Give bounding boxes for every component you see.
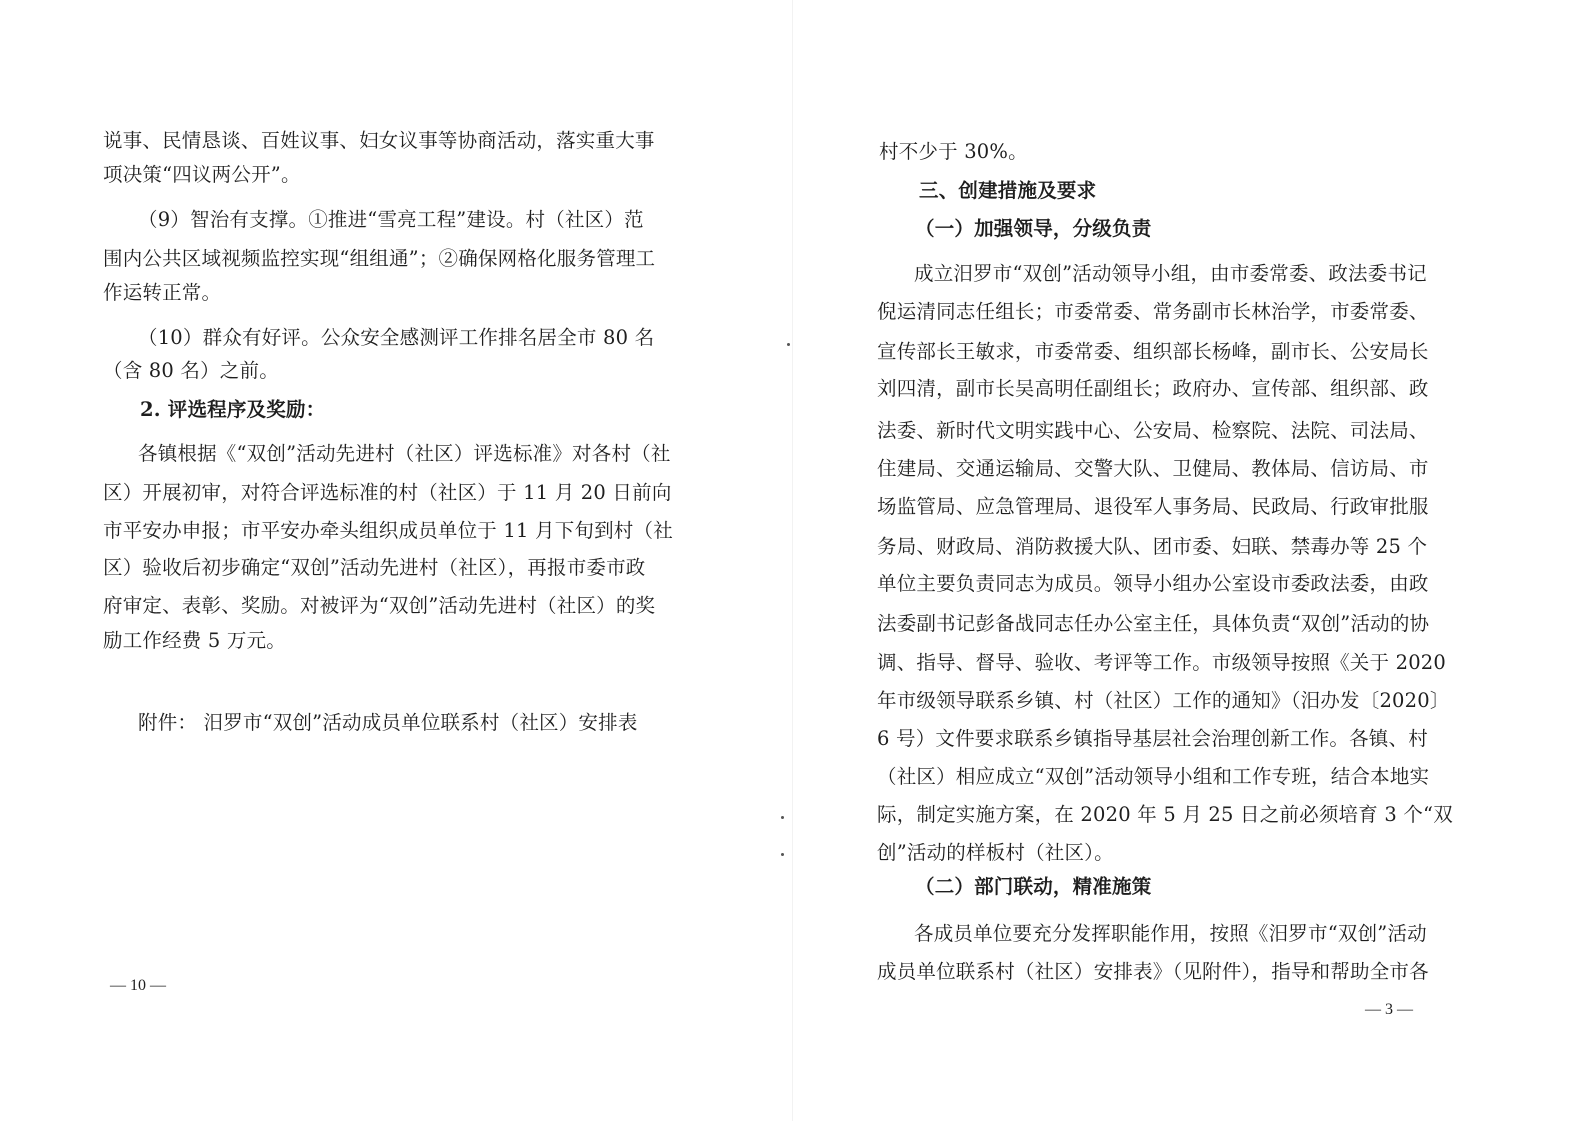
body-line: 法委副书记彭备战同志任办公室主任，具体负责“双创”活动的协	[877, 612, 1430, 635]
body-line: 法委、新时代文明实践中心、公安局、检察院、法院、司法局、	[877, 419, 1429, 442]
body-line: 6 号）文件要求联系乡镇指导基层社会治理创新工作。各镇、村	[877, 727, 1428, 750]
body-line: 创”活动的样板村（社区）。	[877, 841, 1114, 864]
body-line: （含 80 名）之前。	[103, 359, 279, 382]
attachment-line: 附件： 汨罗市“双创”活动成员单位联系村（社区）安排表	[138, 711, 638, 734]
body-line: 区）开展初审，对符合评选标准的村（社区）于 11 月 20 日前向	[103, 481, 672, 504]
body-line: 住建局、交通运输局、交警大队、卫健局、教体局、信访局、市	[877, 457, 1429, 480]
page-number: — 3 —	[1365, 1001, 1413, 1018]
body-line: （9）智治有支撑。①推进“雪亮工程”建设。村（社区）范	[138, 208, 644, 231]
body-line: 刘四清，副市长吴高明任副组长；政府办、宣传部、组织部、政	[877, 377, 1429, 400]
body-line: 项决策“四议两公开”。	[103, 163, 301, 186]
body-line: 各成员单位要充分发挥职能作用，按照《汨罗市“双创”活动	[914, 922, 1427, 945]
subsection-heading: （二）部门联动，精准施策	[915, 875, 1152, 898]
page-number: — 10 —	[110, 977, 166, 994]
body-line: 村不少于 30%。	[879, 140, 1028, 163]
body-line: 成立汨罗市“双创”活动领导小组，由市委常委、政法委书记	[914, 262, 1427, 285]
body-line: 励工作经费 5 万元。	[103, 629, 287, 652]
scan-speck	[781, 816, 784, 819]
body-line: 区）验收后初步确定“双创”活动先进村（社区），再报市委市政	[103, 556, 646, 579]
body-line: 年市级领导联系乡镇、村（社区）工作的通知》（汨办发〔2020〕	[877, 689, 1450, 712]
section-heading: 三、创建措施及要求	[919, 179, 1097, 202]
body-line: 际，制定实施方案，在 2020 年 5 月 25 日之前必须培育 3 个“双	[877, 803, 1453, 826]
body-line: 宣传部长王敏求，市委常委、组织部长杨峰，副市长、公安局长	[877, 340, 1429, 363]
body-line: 成员单位联系村（社区）安排表》（见附件），指导和帮助全市各	[877, 960, 1429, 983]
right-page	[793, 0, 1586, 1121]
body-line: 围内公共区域视频监控实现“组组通”；②确保网格化服务管理工	[103, 247, 656, 270]
subsection-heading: （一）加强领导，分级负责	[915, 217, 1152, 240]
body-line: 务局、财政局、消防救援大队、团市委、妇联、禁毒办等 25 个	[877, 535, 1428, 558]
body-line: 府审定、表彰、奖励。对被评为“双创”活动先进村（社区）的奖	[103, 594, 656, 617]
body-line: 调、指导、督导、验收、考评等工作。市级领导按照《关于 2020	[877, 651, 1447, 674]
body-line: 作运转正常。	[103, 281, 222, 304]
body-line: （社区）相应成立“双创”活动领导小组和工作专班，结合本地实	[877, 765, 1430, 788]
body-line: 场监管局、应急管理局、退役军人事务局、民政局、行政审批服	[877, 495, 1429, 518]
body-line: 说事、民情恳谈、百姓议事、妇女议事等协商活动，落实重大事	[103, 129, 655, 152]
body-line: 单位主要负责同志为成员。领导小组办公室设市委政法委，由政	[877, 572, 1429, 595]
body-line: （10）群众有好评。公众安全感测评工作排名居全市 80 名	[138, 326, 655, 349]
body-line: 倪运清同志任组长；市委常委、常务副市长林治学，市委常委、	[877, 300, 1429, 323]
section-heading: 2. 评选程序及奖励：	[140, 398, 326, 421]
scan-speck	[781, 853, 784, 856]
body-line: 市平安办申报；市平安办牵头组织成员单位于 11 月下旬到村（社	[103, 519, 673, 542]
scan-speck	[787, 343, 790, 346]
body-line: 各镇根据《“双创”活动先进村（社区）评选标准》对各村（社	[138, 442, 671, 465]
